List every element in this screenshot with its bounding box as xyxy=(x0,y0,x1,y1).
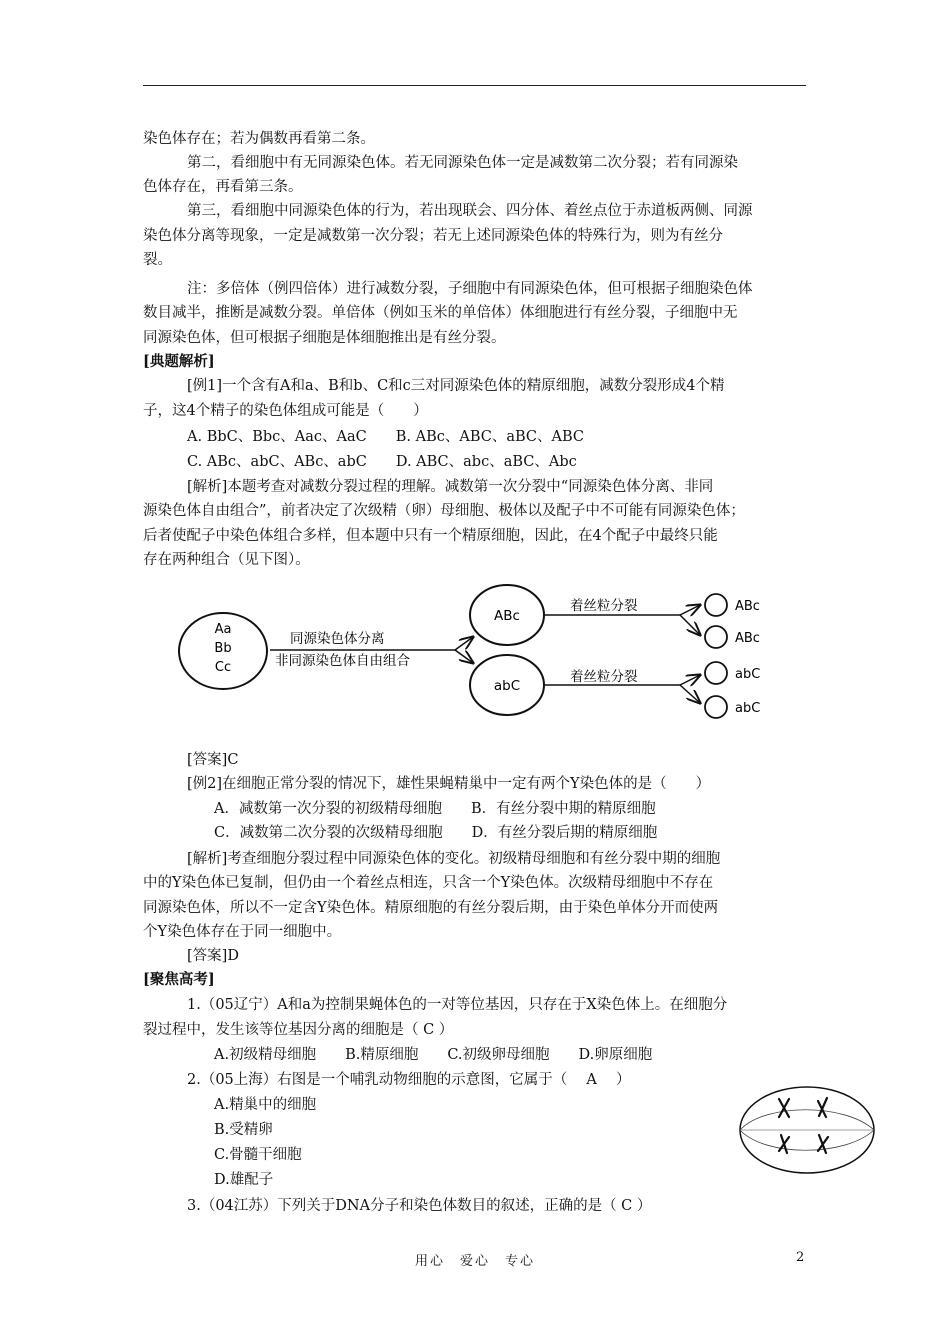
arrow-to-bottom xyxy=(455,650,473,663)
text-line: 源染色体自由组合”，前者决定了次级精（卵）母细胞、极体以及配子中不可能有同源染色体； xyxy=(143,503,745,519)
gamete-4-label: abC xyxy=(735,701,761,716)
chromosome-icon xyxy=(818,1135,828,1153)
gamete-2-label: ABc xyxy=(735,631,760,646)
arrow-g3 xyxy=(680,675,700,685)
chromosome-icon xyxy=(818,1098,827,1117)
split-label-top: 着丝粒分裂 xyxy=(570,598,638,614)
gamete-1-label: ABc xyxy=(735,599,760,614)
arrow-g1 xyxy=(680,605,700,615)
mid-label-top: ABc xyxy=(494,608,520,624)
gamete-3-label: abC xyxy=(735,667,761,682)
text-line: 3.（04江苏）下列关于DNA分子和染色体数目的叙述，正确的是（ C ） xyxy=(187,1198,652,1214)
arrow-to-top xyxy=(455,637,473,650)
text-line: [例1]一个含有A和a、B和b、C和c三对同源染色体的精原细胞，减数分裂形成4个精 xyxy=(187,378,725,394)
meiosis-diagram xyxy=(170,575,790,730)
option-line: C．减数第二次分裂的次级精母细胞 D．有丝分裂后期的精原细胞 xyxy=(214,825,658,841)
text-line: 同源染色体，所以不一定含Y染色体。精原细胞的有丝分裂后期，由于染色单体分开而使两 xyxy=(143,900,719,916)
page-number: 2 xyxy=(796,1250,805,1265)
text-line: 1.（05辽宁）A和a为控制果蝇体色的一对等位基因，只存在于X染色体上。在细胞分 xyxy=(187,997,728,1013)
option-line: A. BbC、Bbc、Aac、AaC B. ABc、ABC、aBC、ABC xyxy=(187,429,584,445)
arrow-g2 xyxy=(680,615,700,635)
option-line: A.初级精母细胞 B.精原细胞 C.初级卵母细胞 D.卵原细胞 xyxy=(214,1047,653,1063)
text-line: 后者使配子中染色体组合多样，但本题中只有一个精原细胞，因此，在4个配子中最终只能 xyxy=(143,528,718,544)
parent-label-cc: Cc xyxy=(214,660,232,675)
text-line: 同源染色体，但可根据子细胞是体细胞推出是有丝分裂。 xyxy=(143,330,506,346)
text-line: [解析]考查细胞分裂过程中同源染色体的变化。初级精母细胞和有丝分裂中期的细胞 xyxy=(187,851,721,867)
gamete-2 xyxy=(705,626,727,648)
arrow-label-bottom: 非同源染色体自由组合 xyxy=(275,653,410,669)
text-line: 中的Y染色体已复制，但仍由一个着丝点相连，只含一个Y染色体。次级精母细胞中不存在 xyxy=(143,875,714,891)
chromosome-icon xyxy=(779,1135,789,1153)
mid-label-bottom: abC xyxy=(493,678,521,694)
page-footer: 用心 爱心 专心 xyxy=(414,1254,535,1269)
text-line: 染色体分离等现象，一定是减数第一次分裂；若无上述同源染色体的特殊行为，则为有丝分 xyxy=(143,228,723,244)
answer-line: [答案]D xyxy=(187,948,239,964)
option-line: B.受精卵 xyxy=(214,1122,273,1138)
text-line: 2.（05上海）右图是一个哺乳动物细胞的示意图，它属于（ A ） xyxy=(187,1072,631,1088)
cell-figure xyxy=(735,1083,880,1178)
text-line: [例2]在细胞正常分裂的情况下，雄性果蝇精巢中一定有两个Y染色体的是（ ） xyxy=(187,776,711,792)
option-line: A.精巢中的细胞 xyxy=(214,1097,317,1113)
answer-line: [答案]C xyxy=(187,752,239,768)
gamete-4 xyxy=(705,696,727,718)
text-line: 个Y染色体存在于同一细胞中。 xyxy=(143,924,342,940)
option-line: C. ABc、abC、ABc、abC D. ABC、abc、aBC、Abc xyxy=(187,454,577,470)
split-label-bottom: 着丝粒分裂 xyxy=(570,669,638,685)
text-line: 裂。 xyxy=(143,252,172,268)
parent-label-bb: Bb xyxy=(214,641,232,656)
option-line: C.骨髓干细胞 xyxy=(214,1147,302,1163)
section-heading: [典题解析] xyxy=(143,353,215,370)
text-line: 裂过程中，发生该等位基因分离的细胞是（ C ） xyxy=(143,1022,454,1038)
option-line: D.雄配子 xyxy=(214,1172,274,1188)
chromosome-icon xyxy=(779,1099,789,1117)
arrow-label-top: 同源染色体分离 xyxy=(290,631,385,647)
text-line: 子，这4个精子的染色体组成可能是（ ） xyxy=(143,403,428,419)
text-line: 色体存在，再看第三条。 xyxy=(143,179,303,195)
gamete-3 xyxy=(705,662,727,684)
spindle-fiber xyxy=(740,1110,874,1130)
text-line: 数目减半，推断是减数分裂。单倍体（例如玉米的单倍体）体细胞进行有丝分裂，子细胞中无 xyxy=(143,305,738,321)
option-line: A．减数第一次分裂的初级精母细胞 B．有丝分裂中期的精原细胞 xyxy=(214,801,656,817)
text-line: [解析]本题考查对减数分裂过程的理解。减数第一次分裂中“同源染色体分离、非同 xyxy=(187,479,714,495)
arrow-g4 xyxy=(680,685,700,703)
text-line: 注：多倍体（例四倍体）进行减数分裂，子细胞中有同源染色体，但可根据子细胞染色体 xyxy=(187,281,753,297)
text-line: 第三，看细胞中同源染色体的行为，若出现联会、四分体、着丝点位于赤道板两侧、同源 xyxy=(187,203,753,219)
text-line: 染色体存在；若为偶数再看第二条。 xyxy=(143,131,375,147)
gamete-1 xyxy=(705,594,727,616)
section-heading: [聚焦高考] xyxy=(143,971,215,988)
text-line: 第二，看细胞中有无同源染色体。若无同源染色体一定是减数第二次分裂；若有同源染 xyxy=(187,155,738,171)
parent-label-aa: Aa xyxy=(214,622,232,637)
spindle-fiber xyxy=(740,1130,874,1150)
header-rule xyxy=(143,85,806,86)
text-line: 存在两种组合（见下图）。 xyxy=(143,552,310,568)
